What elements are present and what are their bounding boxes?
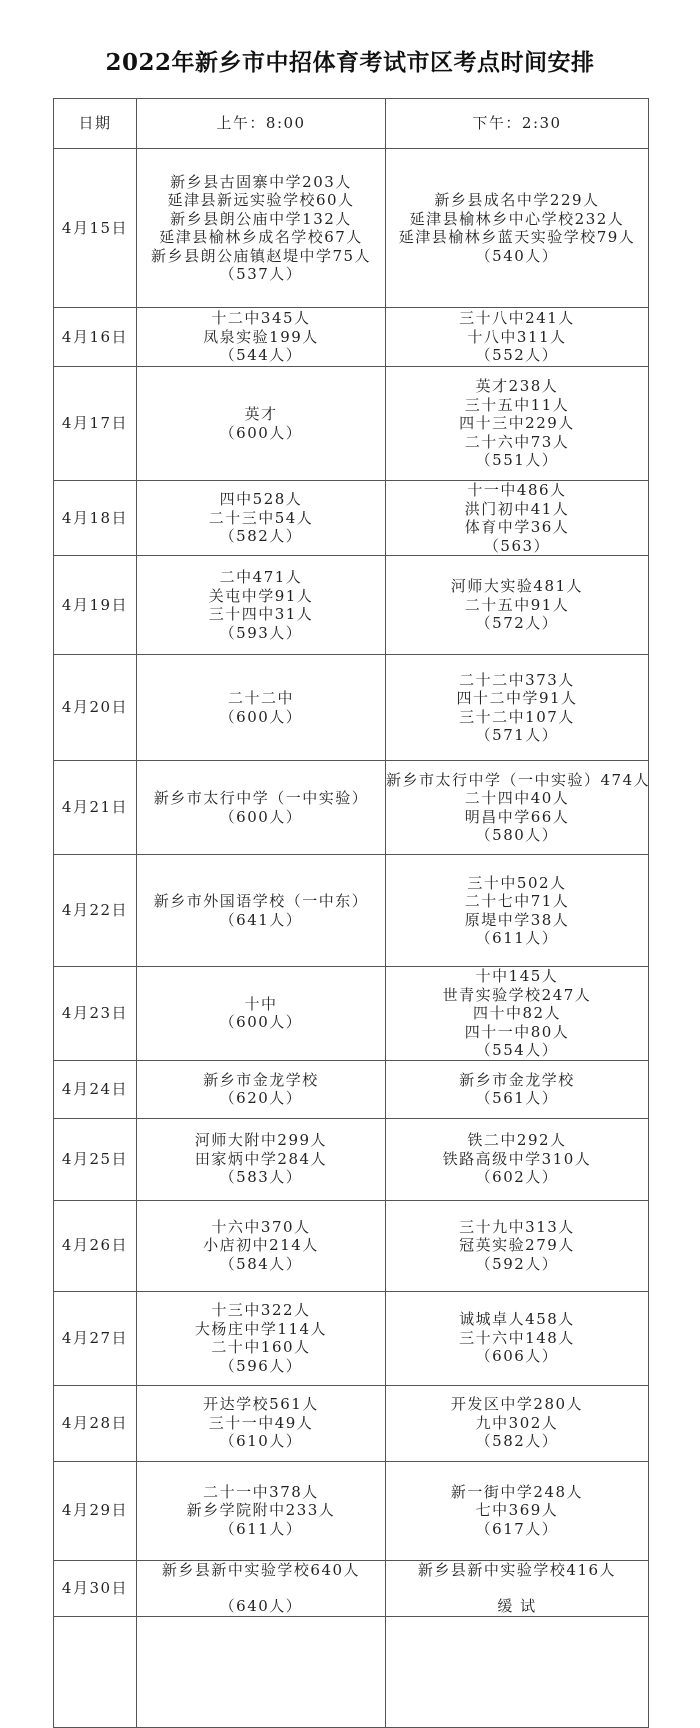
date-cell: 4月30日 [54,1560,137,1616]
afternoon-line: 二十五中91人 [464,595,570,614]
morning-line: （593人） [219,623,303,642]
morning-line: 新乡县朗公庙中学132人 [170,209,352,228]
afternoon-line: 铁二中292人 [467,1131,567,1150]
empty-cell [54,1616,137,1727]
empty-cell [137,1616,386,1727]
afternoon-line: 明昌中学66人 [464,807,570,826]
afternoon-cell [386,556,649,655]
morning-line: 二中471人 [219,568,303,586]
page-title: 2022年新乡市中招体育考试市区考点时间安排 [105,49,595,76]
empty-cell [386,1616,649,1727]
afternoon-line: 体育中学36人 [464,518,570,536]
morning-cell [137,1291,386,1385]
table-row [54,1200,649,1291]
morning-cell [137,481,386,556]
morning-line: 三十一中49人 [208,1413,314,1432]
morning-line: 小店初中214人 [203,1236,319,1255]
morning-cell [137,761,386,855]
morning-cell [137,1118,386,1200]
date-cell: 4月23日 [54,967,137,1061]
table-row [54,1461,649,1560]
afternoon-line: （572人） [475,614,559,633]
table-header-row [54,99,649,149]
schedule-table [53,98,649,1728]
afternoon-line: 铁路高级中学310人 [442,1149,592,1168]
afternoon-cell [386,761,649,855]
morning-line: 二十一中378人 [203,1482,319,1501]
morning-line [137,1579,385,1597]
morning-cell [137,655,386,761]
morning-line: 大杨庄中学114人 [194,1319,328,1338]
afternoon-line: 新乡市金龙学校 [459,1070,575,1089]
header-morning: 上午：8:00 [137,99,386,149]
date-cell: 4月21日 [54,761,137,855]
morning-line: （600人） [219,423,303,442]
morning-line: （582人） [219,527,303,546]
morning-cell [137,556,386,655]
morning-line: 新乡学院附中233人 [186,1501,336,1520]
morning-cell [137,1060,386,1118]
morning-cell [137,1385,386,1461]
afternoon-line: （582人） [475,1432,559,1451]
date-cell: 4月25日 [54,1118,137,1200]
morning-line: 新乡市外国语学校（一中东） [153,892,369,910]
morning-line: 英才 [244,405,278,423]
morning-line: 十二中345人 [211,309,311,328]
morning-line: 开达学校561人 [203,1395,319,1414]
afternoon-line: （606人） [475,1347,559,1366]
date-cell: 4月26日 [54,1200,137,1291]
date-cell: 4月16日 [54,308,137,367]
afternoon-line: 十中145人 [475,967,559,985]
afternoon-line: 九中302人 [475,1413,559,1432]
morning-line: 十三中322人 [211,1301,311,1319]
morning-line: 新乡县新中实验学校640人 [161,1560,361,1579]
morning-cell [137,1200,386,1291]
morning-cell [137,308,386,367]
morning-line: 新乡县朗公庙镇赵堤中学75人 [150,246,372,265]
table-row [54,1385,649,1461]
table-row [54,1291,649,1385]
morning-line: 新乡市金龙学校 [203,1070,319,1089]
afternoon-line: 二十二中373人 [459,670,575,689]
afternoon-line: 三十六中148人 [459,1328,575,1347]
date-cell: 4月28日 [54,1385,137,1461]
morning-cell [137,1461,386,1560]
morning-line: （544人） [219,346,303,365]
morning-cell [137,1560,386,1616]
morning-line: （620人） [219,1089,303,1107]
table-row [54,556,649,655]
morning-line: 二十二中 [227,689,294,707]
afternoon-line: 开发区中学280人 [450,1395,584,1414]
morning-line: 二十三中54人 [208,508,314,527]
afternoon-line: （611人） [475,929,559,947]
afternoon-line: 延津县榆林乡中心学校232人 [409,209,625,228]
table-row [54,761,649,855]
afternoon-line: 新乡县新中实验学校416人 [417,1560,617,1579]
afternoon-line: 原堤中学38人 [464,910,570,929]
afternoon-cell [386,481,649,556]
afternoon-line: 四十中82人 [472,1004,562,1022]
morning-line: （600人） [219,707,303,726]
morning-line: 十六中370人 [211,1217,311,1236]
afternoon-line: 河师大实验481人 [450,577,584,596]
table-row [54,967,649,1061]
afternoon-line: 二十四中40人 [464,789,570,807]
afternoon-line: 四十三中229人 [459,414,575,433]
morning-line: 新乡市太行中学（一中实验） [153,789,369,807]
date-cell: 4月24日 [54,1060,137,1118]
afternoon-cell [386,1461,649,1560]
afternoon-line: 七中369人 [475,1501,559,1520]
afternoon-line: 十一中486人 [467,481,567,499]
afternoon-line: 世青实验学校247人 [442,985,592,1004]
afternoon-line: 新乡县成名中学229人 [434,191,600,209]
afternoon-cell [386,149,649,308]
table-row [54,655,649,761]
afternoon-line: （580人） [475,826,559,844]
afternoon-line: （554人） [475,1041,559,1059]
morning-line: 三十四中31人 [208,605,314,623]
morning-line: 河师大附中299人 [194,1131,328,1150]
morning-line: （611人） [219,1519,303,1538]
afternoon-cell [386,1060,649,1118]
morning-line: （596人） [219,1356,303,1375]
afternoon-line: 四十二中学91人 [456,689,578,707]
afternoon-line: （617人） [475,1519,559,1538]
date-cell: 4月27日 [54,1291,137,1385]
morning-cell [137,967,386,1061]
morning-cell [137,367,386,481]
afternoon-line: （551人） [475,451,559,470]
date-cell: 4月18日 [54,481,137,556]
table-row [54,481,649,556]
afternoon-line: （592人） [475,1254,559,1273]
table-row [54,1060,649,1118]
afternoon-line: 三十中502人 [467,873,567,892]
afternoon-cell [386,655,649,761]
afternoon-line: 三十五中11人 [464,395,570,414]
afternoon-cell [386,1200,649,1291]
morning-line: 十中 [244,994,278,1013]
morning-line: （583人） [219,1168,303,1187]
date-cell: 4月29日 [54,1461,137,1560]
morning-cell [137,855,386,967]
morning-line: （600人） [219,807,303,826]
morning-line: （610人） [219,1432,303,1451]
morning-line: （600人） [219,1013,303,1032]
morning-line: 延津县榆林乡成名学校67人 [159,228,363,246]
table-row [54,1560,649,1616]
table-row [54,149,649,308]
afternoon-line: 诚城卓人458人 [459,1310,575,1329]
afternoon-cell [386,1560,649,1616]
date-cell: 4月20日 [54,655,137,761]
afternoon-line: 十八中311人 [467,327,567,346]
morning-line: 延津县新远实验学校60人 [167,191,355,209]
morning-line: 关屯中学91人 [208,586,314,605]
table-row [54,855,649,967]
afternoon-cell [386,1118,649,1200]
afternoon-line: （602人） [475,1168,559,1187]
header-date: 日期 [54,99,137,149]
afternoon-line: 英才238人 [475,377,559,396]
date-cell: 4月22日 [54,855,137,967]
morning-line: 二十中160人 [211,1338,311,1356]
afternoon-line: （552人） [475,346,559,365]
afternoon-line [386,1579,648,1597]
afternoon-cell [386,1291,649,1385]
table-row [54,367,649,481]
empty-row [54,1616,649,1727]
afternoon-line: （540人） [475,246,559,265]
morning-line: 凤泉实验199人 [203,327,319,346]
afternoon-line: 四十一中80人 [464,1022,570,1041]
afternoon-cell [386,1385,649,1461]
morning-line: 田家炳中学284人 [194,1149,328,1168]
afternoon-line: 冠英实验279人 [459,1236,575,1255]
afternoon-cell [386,855,649,967]
afternoon-line: （561人） [475,1089,559,1107]
table-row [54,308,649,367]
morning-cell [137,149,386,308]
morning-line: （641人） [219,910,303,929]
afternoon-line: 三十二中107人 [459,707,575,726]
afternoon-line: （571人） [475,726,559,744]
date-cell: 4月17日 [54,367,137,481]
afternoon-line: 新乡市太行中学（一中实验）474人 [386,770,651,789]
afternoon-cell [386,308,649,367]
afternoon-line: （563） [483,536,551,555]
afternoon-line: 洪门初中41人 [464,499,570,518]
morning-line: 新乡县古固寨中学203人 [170,172,352,191]
morning-line: （640人） [219,1597,303,1615]
afternoon-line: 二十七中71人 [464,892,570,910]
afternoon-cell [386,367,649,481]
afternoon-line: 延津县榆林乡蓝天实验学校79人 [398,228,636,246]
afternoon-line: 新一街中学248人 [450,1482,584,1501]
date-cell: 4月19日 [54,556,137,655]
table-row [54,1118,649,1200]
morning-line: （584人） [219,1254,303,1273]
morning-line: 四中528人 [219,490,303,509]
afternoon-line: 三十九中313人 [459,1217,575,1236]
morning-line: （537人） [219,265,303,283]
date-cell: 4月15日 [54,149,137,308]
afternoon-line: 二十六中73人 [464,432,570,451]
afternoon-line: 三十八中241人 [459,309,575,328]
header-afternoon: 下午：2:30 [386,99,649,149]
afternoon-cell [386,967,649,1061]
afternoon-line: 缓 试 [497,1597,537,1615]
